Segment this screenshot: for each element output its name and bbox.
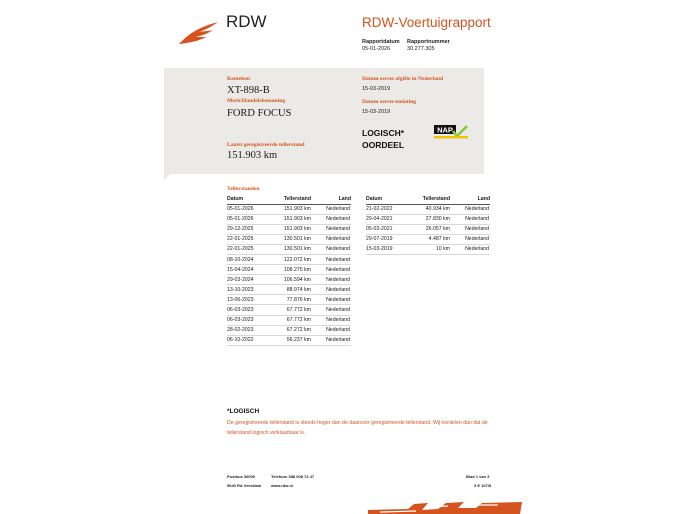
row-tellerstand: 27.830 km: [412, 214, 450, 224]
row-tellerstand: 56.237 km: [273, 335, 311, 345]
row-land: Nederland: [311, 234, 351, 244]
table-row: [227, 295, 351, 305]
rdw-stripe-mark-icon: [368, 500, 522, 514]
row-land: Nederland: [311, 315, 351, 325]
col-land: Land: [311, 195, 351, 204]
row-datum: 06-10-2022: [227, 335, 273, 345]
table-row: [227, 244, 351, 254]
row-datum: 22-01-2025: [227, 234, 273, 244]
row-tellerstand: 67.272 km: [273, 325, 311, 335]
footer-blad: Blad 1 van 3: [466, 474, 490, 479]
row-tellerstand: 151.903 km: [273, 204, 311, 214]
vehicle-summary-panel: [164, 68, 484, 174]
row-datum: 29-04-2021: [366, 214, 412, 224]
table-row: [227, 335, 351, 345]
row-land: Nederland: [450, 244, 490, 254]
table-row: [227, 204, 351, 214]
table-row: [227, 325, 351, 335]
row-land: Nederland: [311, 214, 351, 224]
report-title: RDW-Voertuigrapport: [362, 15, 491, 30]
row-datum: 13-10-2023: [227, 285, 273, 295]
table-row: [366, 244, 490, 254]
rapportnummer-label: Rapportnummer: [407, 39, 450, 45]
table-row: [366, 234, 490, 244]
table-row: [227, 285, 351, 295]
table-row: [227, 265, 351, 275]
laatste-tellerstand-value: 151.903 km: [227, 150, 278, 161]
eerste-toelating-label: Datum eerste toelating: [362, 99, 417, 105]
row-land: Nederland: [311, 265, 351, 275]
tellerstanden-title: Tellerstanden: [227, 186, 260, 192]
row-land: Nederland: [311, 325, 351, 335]
row-land: Nederland: [311, 285, 351, 295]
row-tellerstand: 106.594 km: [273, 275, 311, 285]
merk-value: FORD FOCUS: [227, 108, 292, 119]
row-land: Nederland: [450, 224, 490, 234]
row-tellerstand: 122.072 km: [273, 254, 311, 264]
col-datum: Datum: [366, 195, 412, 204]
oordeel-text: [362, 127, 404, 151]
row-datum: 15-04-2024: [227, 265, 273, 275]
rapportnummer-value: 30.277.305: [407, 46, 435, 52]
row-datum: 06-03-2023: [227, 305, 273, 315]
nap-check-icon: [434, 125, 468, 139]
footer-postbus: Postbus 30000: [227, 474, 256, 479]
merk-label: Merk/Handelsbenaming: [227, 98, 286, 104]
row-land: Nederland: [450, 214, 490, 224]
row-tellerstand: 40.934 km: [412, 204, 450, 214]
footer-telefoon: Telefoon 088 008 74 47: [271, 474, 315, 479]
rapportdatum-label: Rapportdatum: [362, 39, 400, 45]
tellerstanden-table-left: [227, 195, 351, 346]
row-datum: 21-02-2022: [366, 204, 412, 214]
row-land: Nederland: [311, 295, 351, 305]
row-tellerstand: 151.903 km: [273, 214, 311, 224]
row-tellerstand: 108.275 km: [273, 265, 311, 275]
table-header-row: [227, 195, 351, 204]
table-row: [227, 234, 351, 244]
row-land: Nederland: [311, 305, 351, 315]
footnote-text: De geregistreerde tellerstand is steeds hoger dan de daarvoor geregistreerde tellerstand. Wij oordelen dan dat de tellerstand logisch verklaarbaar is.: [227, 420, 488, 436]
table-row: [366, 214, 490, 224]
footer-plaats: 9640 RA Veendam: [227, 483, 262, 488]
row-tellerstand: 10 km: [412, 244, 450, 254]
row-datum: 28-02-2023: [227, 325, 273, 335]
row-datum: 06-03-2023: [227, 315, 273, 325]
footnote-title: *LOGISCH: [227, 408, 260, 415]
row-land: Nederland: [450, 234, 490, 244]
table-row: [366, 204, 490, 214]
table-row: [227, 305, 351, 315]
row-land: Nederland: [311, 254, 351, 264]
rdw-logo-icon: [177, 20, 219, 46]
row-datum: 05-03-2021: [366, 224, 412, 234]
col-tellerstand: Tellerstand: [412, 195, 450, 204]
table-row: [227, 224, 351, 234]
row-land: Nederland: [311, 224, 351, 234]
panel-corner-decoration: [164, 168, 176, 180]
nap-label: NAP: [437, 125, 453, 135]
col-tellerstand: Tellerstand: [273, 195, 311, 204]
row-tellerstand: 26.057 km: [412, 224, 450, 234]
row-datum: 05-01-2026: [227, 204, 273, 214]
row-tellerstand: 151.903 km: [273, 224, 311, 234]
footer-website: www.rdw.nl: [271, 483, 293, 488]
table-row: [366, 224, 490, 234]
row-datum: 08-10-2024: [227, 254, 273, 264]
col-land: Land: [450, 195, 490, 204]
tellerstanden-table-right: [366, 195, 490, 255]
row-datum: 29-07-2019: [366, 234, 412, 244]
row-tellerstand: 77.876 km: [273, 295, 311, 305]
row-tellerstand: 4.487 km: [412, 234, 450, 244]
row-datum: 05-01-2026: [227, 214, 273, 224]
table-header-row: [366, 195, 490, 204]
eerste-afgifte-value: 15-03-2019: [362, 86, 391, 92]
brand-name: RDW: [226, 12, 267, 31]
footer-code: 3 E 1073I: [474, 483, 492, 488]
rapportdatum-value: 05-01-2026: [362, 46, 391, 52]
table-row: [227, 315, 351, 325]
oordeel-line-1: LOGISCH*: [362, 128, 405, 138]
table-row: [227, 275, 351, 285]
row-tellerstand: 130.501 km: [273, 234, 311, 244]
eerste-afgifte-label: Datum eerste afgifte in Nederland: [362, 76, 444, 82]
kenteken-label: Kenteken: [227, 76, 250, 82]
row-datum: 29-03-2024: [227, 275, 273, 285]
row-land: Nederland: [311, 335, 351, 345]
row-datum: 13-06-2023: [227, 295, 273, 305]
row-datum: 22-01-2025: [227, 244, 273, 254]
row-land: Nederland: [311, 244, 351, 254]
col-datum: Datum: [227, 195, 273, 204]
row-land: Nederland: [450, 204, 490, 214]
laatste-tellerstand-label: Laatst geregistreerde tellerstand: [227, 142, 305, 148]
row-land: Nederland: [311, 204, 351, 214]
row-land: Nederland: [311, 275, 351, 285]
kenteken-value: XT-898-B: [227, 85, 270, 96]
table-row: [227, 214, 351, 224]
row-tellerstand: 67.772 km: [273, 305, 311, 315]
row-tellerstand: 130.501 km: [273, 244, 311, 254]
row-tellerstand: 67.772 km: [273, 315, 311, 325]
row-tellerstand: 88.974 km: [273, 285, 311, 295]
row-datum: 29-12-2025: [227, 224, 273, 234]
oordeel-line-2: OORDEEL: [362, 140, 405, 150]
table-row: [227, 254, 351, 264]
row-datum: 15-03-2019: [366, 244, 412, 254]
eerste-toelating-value: 15-03-2019: [362, 109, 391, 115]
